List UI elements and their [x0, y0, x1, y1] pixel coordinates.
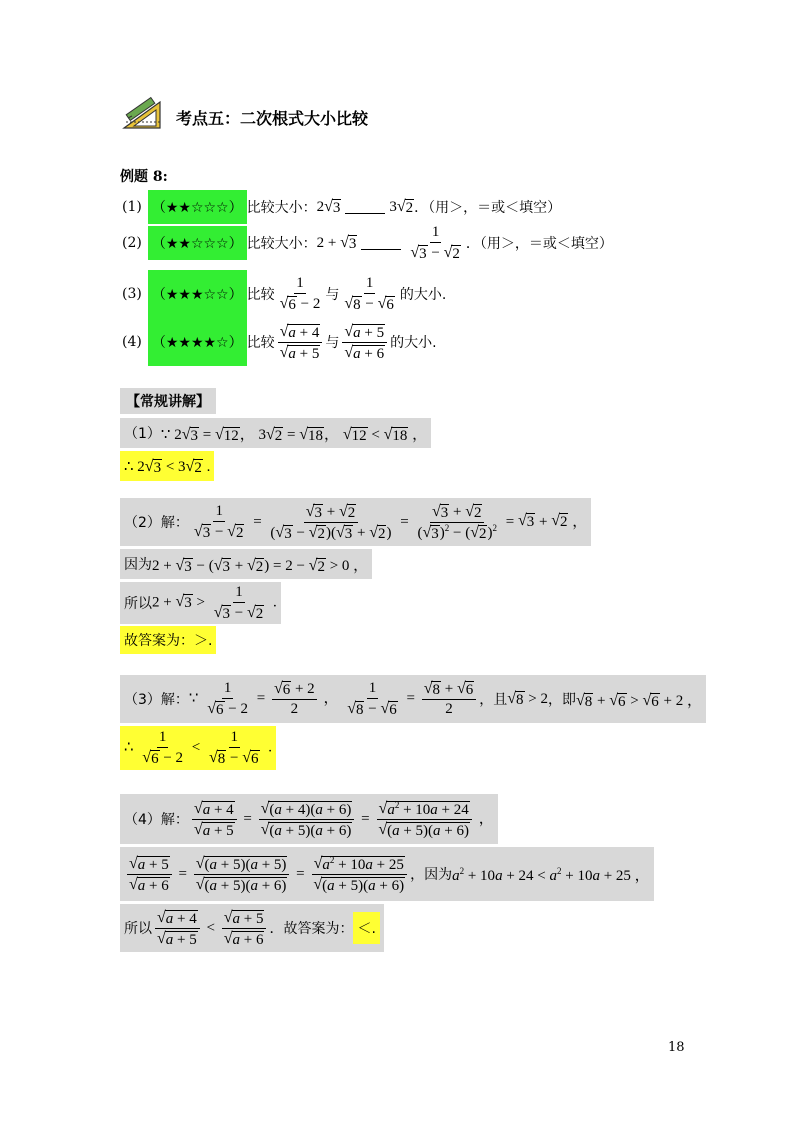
connector: 与	[325, 287, 340, 303]
answer-blank	[361, 237, 401, 250]
solution-2-line-2: 因为 2 + √ 3 − ( √ 3 + √ 2 ) = 2 − √ 2 > 0 ，	[120, 549, 372, 579]
therefore-symbol: ∴	[124, 458, 134, 475]
fraction: 1 √ 3 − √ 2	[410, 224, 460, 262]
expr-2sqrt3: 2 √ 3	[316, 198, 341, 216]
solution-header: 【常规讲解】	[120, 388, 216, 414]
solution-3-line-1: （3）解： ∵ 1 √ 6 − 2 = √ 6 + 2 2 ， 1 √ 8 − √ 6 = √ 8 + √ 6 2 ，且 √ 8 > 2 ，即 √ 8 + √ 6 > √ 6 + 2 ，	[120, 675, 706, 723]
example-title: 例题 8:	[120, 169, 168, 185]
solution-1-line-1: （1） ∵ 2 √ 3 = √ 12 ， 3 √ 2 = √ 18 ， √ 12 < √ 18 ，	[120, 418, 431, 448]
question-3	[122, 270, 446, 318]
difficulty-badge: （★★★☆☆）	[148, 270, 247, 318]
fraction: √ a + 4 √ a + 5	[278, 323, 323, 362]
solution-lead: （4）解：	[124, 812, 189, 828]
question-label: 比较	[246, 287, 275, 303]
section-title: 考点五：二次根式大小比较	[176, 109, 369, 128]
page-number: 18	[668, 1040, 685, 1055]
solution-lead: （3）解：	[124, 692, 189, 708]
solution-2-line-3: 所以 2 + √ 3 > 1 √ 3 − √ 2 .	[120, 582, 281, 624]
fraction: 1 √ 6 − 2	[279, 275, 321, 313]
difficulty-badge: （★★☆☆☆）	[148, 190, 247, 224]
then-text: ，即	[547, 692, 576, 708]
solution-4-line-2: √ a + 5 √ a + 6 = √ (a + 5)(a + 5) √ (a + 5)(a + 6) = √ $a^2 + 10a + 25$ √ (a + 5)(a + 6) ，因为 $a^2 + 10a + 24 < a^2 + 10a + 25$ ，	[120, 847, 654, 901]
question-label: 比较大小：	[246, 200, 317, 216]
question-number: (1)	[122, 199, 142, 215]
solution-3-conclusion: ∴ 1 √ 6 − 2 < 1 √ 8 − √ 6 .	[120, 726, 276, 770]
connector: 与	[325, 335, 340, 351]
pencil-ruler-icon	[120, 96, 164, 132]
fraction: √ a + 5 √ a + 6	[342, 323, 387, 362]
expr-2-plus-sqrt3: 2 + √ 3	[316, 234, 357, 252]
therefore-text: 所以	[124, 921, 152, 937]
solution-2-line-1: （2）解： 1 √ 3 − √ 2 = √ 3 + √ 2 ( √ 3 − √ 2 )( √ 3 + √ 2 ) = √ 3 + √ 2 ( √ 3 )$^2$ − ( √ 2 )$^2$ = √ 3 + √ 2 ，	[120, 498, 591, 546]
question-label: 比较大小：	[246, 236, 317, 252]
question-suffix: ．（用＞，＝或＜填空）	[414, 200, 562, 216]
question-number: (3)	[122, 286, 142, 302]
question-suffix: 的大小.	[390, 335, 437, 351]
question-suffix: ．（用＞，＝或＜填空）	[465, 236, 613, 252]
difficulty-badge: （★★★★☆）	[148, 318, 247, 366]
question-number: (2)	[122, 235, 142, 251]
expr-3sqrt2: 3 √ 2	[389, 198, 414, 216]
answer-blank	[345, 201, 385, 214]
solution-lead: （2）解：	[124, 515, 189, 531]
solution-lead: （1）	[124, 426, 161, 442]
question-4	[122, 318, 437, 366]
answer-value: ＜.	[353, 912, 379, 944]
answer-label: ．故答案为：	[269, 921, 354, 937]
solution-4-line-1: （4）解： √ a + 4 √ a + 5 = √ (a + 4)(a + 6) √ (a + 5)(a + 6) = √ $a^2 + 10a + 24$ √ (a + 5)(a + 6) ，	[120, 794, 498, 844]
and-text: ，且	[479, 692, 508, 708]
question-suffix: 的大小.	[399, 287, 447, 303]
question-1	[122, 190, 561, 224]
because-text: 因为	[124, 557, 152, 573]
because-text: ，因为	[410, 867, 453, 883]
difficulty-badge: （★★☆☆☆）	[148, 226, 247, 260]
fraction: 1 √ 8 − √ 6	[344, 275, 394, 313]
solution-1-conclusion: ∴ 2 √ 3 < 3 √ 2 .	[120, 451, 214, 481]
therefore-text: 所以	[124, 596, 152, 612]
question-label: 比较	[246, 335, 275, 351]
solution-4-line-3: 所以 √ a + 4 √ a + 5 < √ a + 5 √ a + 6 ．故答案为： ＜.	[120, 904, 384, 952]
question-2	[122, 224, 613, 262]
question-number: (4)	[122, 334, 142, 350]
solution-2-answer: 故答案为：＞.	[120, 626, 216, 654]
